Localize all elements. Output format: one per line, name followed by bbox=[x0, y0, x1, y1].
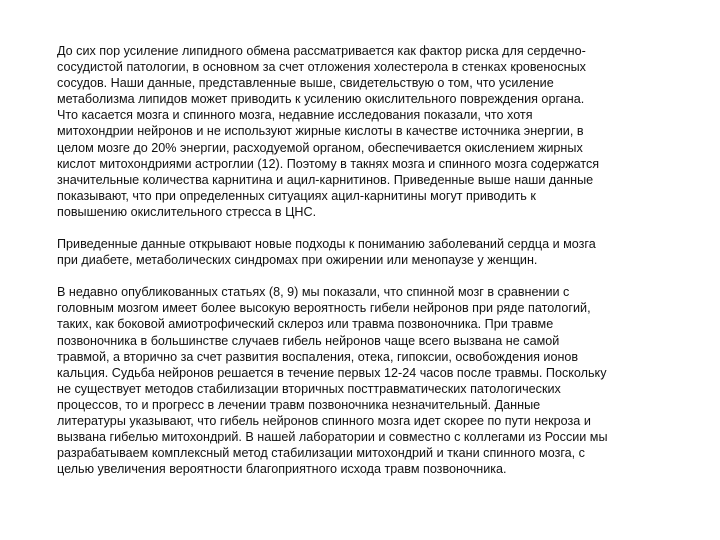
paragraph-new-approaches: Приведенные данные открывают новые подходы к пониманию заболеваний сердца и мозга при диабете, метаболических синдромах при ожирении или менопаузе у женщин. bbox=[57, 237, 596, 268]
body-text bbox=[57, 43, 677, 493]
paragraph-spinal-cord: В недавно опубликованных статьях (8, 9) мы показали, что спинной мозг в сравнении с головным мозгом имеет более высокую вероятность гибели нейронов при ряде патологий, таких, как боковой амиотрофический склероз или травма позвоночника. При травме позвоночника в большинстве случаев гибель нейронов чаще всего вызвана не самой травмой, а вторично за счет развития воспаления, отека, гипоксии, освобождения ионов кальция. Судьба нейронов решается в течение первых 12-24 часов после травмы. Поскольку не существует методов стабилизации вторичных посттравматических патологических процессов, то и прогресс в лечении травм позвоночника незначительный. Данные литературы указывают, что гибель нейронов спинного мозга идет скорее по пути некроза и вызвана гибелью митохондрий. В нашей лаборатории и совместно с коллегами из России мы разрабатываем комплексный метод стабилизации митохондрий и ткани спинного мозга, с целью увеличения вероятности благоприятного исхода травм позвоночника. bbox=[57, 285, 608, 477]
paragraph-lipid-metabolism: До сих пор усиление липидного обмена рассматривается как фактор риска для сердечно- сосудистой патологии, в основном за счет отложения холестерола в стенках кровеносных сосудов. Наши данные, представленные выше, свидетельствую о том, что усиление метаболизма липидов может приводить к усилению окислительного повреждения органа. Что касается мозга и спинного мозга, недавние исследования показали, что хотя митохондрии нейронов и не используют жирные кислоты в качестве источника энергии, в целом мозге до 20% энергии, расходуемой органом, обеспечивается окислением жирных кислот митохондриями астроглии (12). Поэтому в такнях мозга и спинного мозга содержатся значительные количества карнитина и ацил-карнитинов. Приведенные выше наши данные показывают, что при определенных ситуациях ацил-карнитины могут приводить к повышению окислительного стресса в ЦНС. bbox=[57, 44, 600, 219]
